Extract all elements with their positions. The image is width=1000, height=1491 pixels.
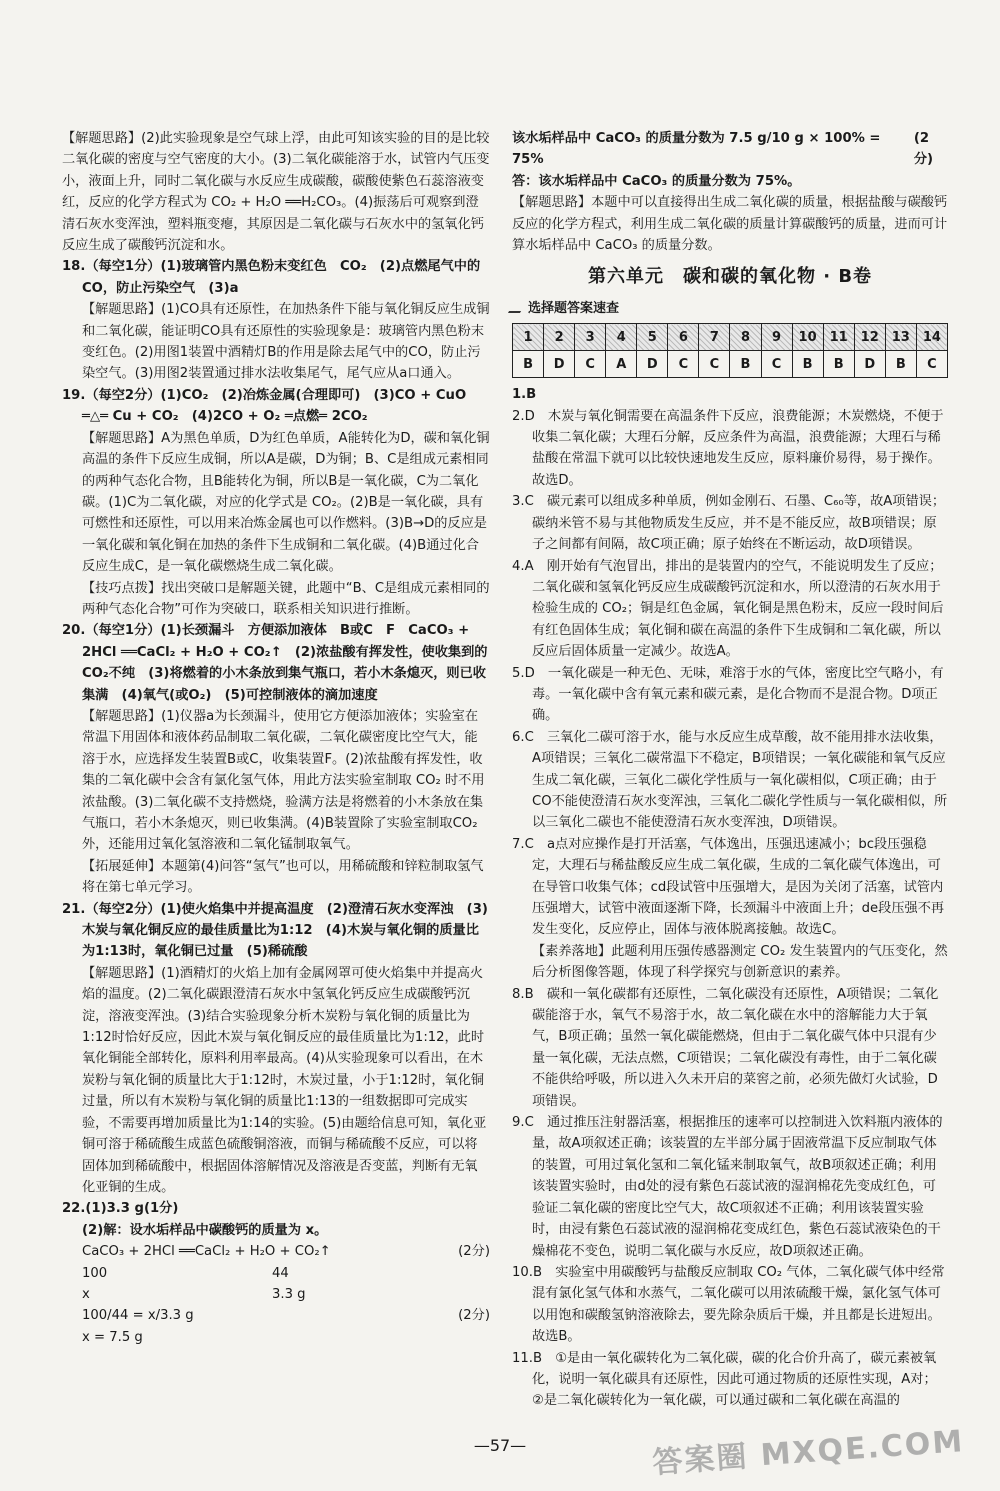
tip-19: 【技巧点拨】找出突破口是解题关键，此题中“B、C是组成元素相同的两种气态化合物”可作为突破口，联系相关知识进行推断。 <box>82 580 490 617</box>
question-number-cell: 5 <box>637 324 668 351</box>
mc-answer-2: 2.D 木炭与氧化铜需要在高温条件下反应，浪费能源；木炭燃烧，不便于收集二氧化碳；大理石分解，反应条件为高温，浪费能源；大理石与稀盐酸在常温下就可以比较快速地发生反应，原料廉价易得，易于操作。故选D。 <box>512 408 944 488</box>
mc-answer-9: 9.C 通过推压注射器活塞，根据推压的速率可以控制进入饮料瓶内液体的量，故A项叙述正确；该装置的左半部分属于固液常温下反应制取气体的装置，可用过氧化氢和二氧化锰来制取氧气，故B项叙述正确；利用该装置实验时，由d处的浸有紫色石蕊试液的湿润棉花先变成红色，可验证二氧化碳的密度比空气大，故C项叙述不正确；利用该装置实验时，由浸有紫色石蕊试液的湿润棉花变成红色，紫色石蕊试液染色的干燥棉花不变色，说明二氧化碳与水反应，故D项叙述正确。 <box>512 1115 943 1259</box>
calc-ratio: 100/44 = x/3.3 g <box>82 1308 194 1324</box>
solution-22: (2)解：设水垢样品中碳酸钙的质量为 x。 <box>82 1222 328 1238</box>
question-number-cell: 7 <box>699 324 730 351</box>
mc-answer-4: 4.A 刚开始有气泡冒出，排出的是装置内的空气，不能说明发生了反应；二氧化碳和氢氧化钙反应生成碳酸钙沉淀和水，所以澄清的石灰水用于检验生成的 CO₂；铜是红色金属，氧化铜是黑色粉末，反应一段时间后有红色固体生成；氧化铜和碳在高温的条件下生成铜和二氧化碳，所以反应后固体质量一定减少。故选A。 <box>512 558 944 660</box>
question-number-cell: 3 <box>575 324 606 351</box>
analysis-21: 【解题思路】(1)酒精灯的火焰上加有金属网罩可使火焰集中并提高火焰的温度。(2)二氧化碳跟澄清石灰水中氢氧化钙反应生成碳酸钙沉淀，溶液变浑浊。(3)结合实验现象分析木炭粉与氧化铜的质量比为1:12时恰好反应，因此木炭与氧化铜反应的最佳质量比为1:12，此时氧化铜能全部转化，原料利用率最高。(4)从实验现象可以看出，在木炭粉与氧化铜的质量比大于1:12时，木炭过量，小于1:12时，氧化铜过量，所以有木炭粉与氧化铜的质量比1:13的一组数据即可完成实验，不需要再增加质量比为1:14的实验。(5)由题给信息可知，氧化亚铜可溶于稀硫酸生成蓝色硫酸铜溶液，而铜与稀硫酸不反应，可以将固体加到稀硫酸中，根据固体溶解情况及溶液是否变蓝，判断有无氧化亚铜的生成。 <box>82 965 487 1195</box>
calc-result: x = 7.5 g <box>82 1329 143 1345</box>
question-number-cell: 9 <box>761 324 792 351</box>
analysis-20: 【解题思路】(1)仪器a为长颈漏斗，使用它方便添加液体；实验室在常温下用固体和液体药品制取二氧化碳，二氧化碳密度比空气大，能溶于水，应选择发生装置B或C，收集装置F。(2)浓盐酸有挥发性，收集的二氧化碳中会含有氯化氢气体，用此方法实验室制取 CO₂ 时不用浓盐酸。(3)二氧化碳不支持燃烧，验满方法是将燃着的小木条放在集气瓶口，若小木条熄灭，则已收集满。(4)B装置除了实验室制取CO₂外，还能用过氧化氢溶液和二氧化锰制取氧气。 <box>82 708 485 853</box>
answer-cell: A <box>606 351 637 378</box>
quick-answer-heading <box>512 298 948 319</box>
question-number-cell: 12 <box>854 324 885 351</box>
answer-cell: C <box>916 351 947 378</box>
mc-answer-10: 10.B 实验室中用碳酸钙与盐酸反应制取 CO₂ 气体，二氧化碳气体中经常混有氯化氢气体和水蒸气，二氧化碳可以用浓硫酸干燥，氯化氢气体可以用饱和碳酸氢钠溶液除去，要先除杂质后干燥，并且都是长进短出。故选B。 <box>512 1264 945 1345</box>
question-number-cell: 10 <box>792 324 823 351</box>
mc-answer-8: 8.B 碳和一氧化碳都有还原性，二氧化碳没有还原性，A项错误；二氧化碳能溶于水，氧气不易溶于水，故二氧化碳在水中的溶解能力大于氧气，B项正确；虽然一氧化碳能燃烧，但由于二氧化碳气体中只混有少量一氧化碳，无法点燃，C项错误；二氧化碳没有毒性，由于二氧化碳不能供给呼吸，所以进入久未开启的菜窖之前，必须先做灯火试验，D项错误。 <box>512 986 939 1109</box>
calc-ratio-points: (2分) <box>458 1308 490 1324</box>
question-number-cell: 8 <box>730 324 761 351</box>
question-number-cell: 2 <box>544 324 575 351</box>
mc-answer-7: 7.C a点对应操作是打开活塞，气体逸出，压强迅速减小；bc段压强稳定，大理石与稀盐酸反应生成二氧化碳，生成的二氧化碳气体逸出，可在导管口收集气体；cd段试管中压强增大，是因为关闭了活塞，试管内压强增大，试管中液面逐渐下降，长颈漏斗中液面上升；de段压强不再发生变化，反应停止，固体与液体脱离接触。故选C。 <box>512 836 945 938</box>
mc-answer-5: 5.D 一氧化碳是一种无色、无味，难溶于水的气体，密度比空气略小，有毒。一氧化碳中含有氧元素和碳元素，是化合物而不是混合物。D项正确。 <box>512 665 944 724</box>
answer-cell: B <box>823 351 854 378</box>
answer-cell: D <box>854 351 885 378</box>
pencil-icon <box>508 299 528 313</box>
answer-cell: B <box>513 351 544 378</box>
calc-equation: CaCO₃ + 2HCl ══CaCl₂ + H₂O + CO₂↑ <box>82 1244 331 1260</box>
answer-cell: D <box>637 351 668 378</box>
left-column <box>62 128 490 1348</box>
watermark: 答案圈 MXQE.COM <box>651 1424 966 1481</box>
question-number-cell: 1 <box>513 324 544 351</box>
mc-answer-3: 3.C 碳元素可以组成多种单质，例如金刚石、石墨、C₆₀等，故A项错误；碳纳米管不易与其他物质发生反应，并不是不能反应，故B项错误；原子之间都有间隔，故C项正确；原子始终在不断运动，故D项错误。 <box>512 494 946 553</box>
answer-20: 20.（每空1分）(1)长颈漏斗 方便添加液体 B或C F CaCO₃ + 2HCl ══CaCl₂ + H₂O + CO₂↑ (2)浓盐酸有挥发性，使收集到的CO₂不纯 (3)将燃着的小木条放到集气瓶口，若小木条熄灭，则已收集满 (4)氧气(或O₂) (5)可控制液体的滴加速度 <box>62 623 488 703</box>
analysis-19: 【解题思路】A为黑色单质，D为红色单质，A能转化为D，碳和氧化铜高温的条件下反应生成铜，所以A是碳，D为铜；B、C是组成元素相同的两种气态化合物，且B能转化为铜，所以B是一氧化碳，C为二氧化碳。(1)C为二氧化碳，对应的化学式是 CO₂。(2)B是一氧化碳，具有可燃性和还原性，可以用来冶炼金属也可以作燃料。(3)B→D的反应是一氧化碳和氧化铜在加热的条件下生成铜和二氧化碳。(4)B通过化合反应生成C，是一氧化碳燃烧生成二氧化碳。 <box>82 430 490 575</box>
answer-19: 19.（每空2分）(1)CO₂ (2)冶炼金属(合理即可) (3)CO + CuO ═△═ Cu + CO₂ (4)2CO + O₂ ═点燃═ 2CO₂ <box>62 387 467 425</box>
extension-20: 【拓展延伸】本题第(4)问答“氢气”也可以，用稀硫酸和锌粒制取氢气将在第七单元学习。 <box>82 858 484 896</box>
question-number-cell: 11 <box>823 324 854 351</box>
calc-points: (2分) <box>458 1244 490 1260</box>
unit-title: 第六单元 碳和碳的氧化物 · B卷 <box>587 266 873 288</box>
mc-answer-11: 11.B ①是由一氧化碳转化为二氧化碳，碳的化合价升高了，碳元素被氧化，说明一氧化碳具有还原性，因此可通过物质的还原性实现，A对；②是二氧化碳转化为一氧化碳，可以通过碳和二氧化碳在高温的 <box>512 1350 937 1409</box>
mass-fraction-points: (2分) <box>913 131 934 168</box>
question-number-cell: 4 <box>606 324 637 351</box>
right-column <box>512 128 948 1412</box>
analysis-18: 【解题思路】(1)CO具有还原性，在加热条件下能与氧化铜反应生成铜和二氧化碳，能证明CO具有还原性的实验现象是：玻璃管内黑色粉末变红色。(2)用图1装置中酒精灯B的作用是除去尾气中的CO，防止污染空气。(3)用图2装置通过排水法收集尾气，尾气应从a口通入。 <box>82 302 490 382</box>
question-number-cell: 13 <box>885 324 916 351</box>
answer-18: 18.（每空1分）(1)玻璃管内黑色粉末变红色 CO₂ (2)点燃尾气中的CO，防止污染空气 (3)a <box>62 259 481 296</box>
answer-block-17: 【解题思路】(2)此实验现象是空气球上浮，由此可知该实验的目的是比较二氧化碳的密度与空气密度的大小。(3)二氧化碳能溶于水，试管内气压变小，液面上升，同时二氧化碳与水反应生成碳酸，碳酸使紫色石蕊溶液变红，反应的化学方程式为 CO₂ + H₂O ══H₂CO₃。(4)振荡后可观察到澄清石灰水变浑浊，塑料瓶变瘪，其原因是二氧化碳与石灰水中的氢氧化钙反应生成了碳酸钙沉淀和水。 <box>62 131 490 254</box>
answer-cell: B <box>885 351 916 378</box>
calc-var-1: x <box>82 1286 90 1302</box>
answer-cell: C <box>699 351 730 378</box>
page-number: —57— <box>473 1436 527 1455</box>
answer-cell: D <box>544 351 575 378</box>
answer-cell: B <box>730 351 761 378</box>
question-number-cell: 14 <box>916 324 947 351</box>
answer-cell: B <box>792 351 823 378</box>
calc-mass-1: 100 <box>82 1265 108 1281</box>
answer-22: 22.(1)3.3 g(1分) <box>62 1201 179 1217</box>
answer-21: 21.（每空2分）(1)使火焰集中并提高温度 (2)澄清石灰水变浑浊 (3)木炭与氧化铜反应的最佳质量比为1:12 (4)木炭与氧化铜的质量比为1:13时，氧化铜已过量 (5)稀硫酸 <box>62 901 488 960</box>
calc-mass-2: 44 <box>272 1265 289 1281</box>
question-number-cell: 6 <box>668 324 699 351</box>
answer-table-answers <box>513 351 948 378</box>
mc-answer-1: 1.B <box>512 387 537 403</box>
mass-fraction: 该水垢样品中 CaCO₃ 的质量分数为 7.5 g/10 g × 100% = 75% <box>512 131 881 168</box>
answer-table-numbers <box>513 324 948 351</box>
quick-answer-title: 选择题答案速查 <box>528 300 620 316</box>
literacy-note-7: 【素养落地】此题利用压强传感器测定 CO₂ 发生装置内的气压变化，然后分析图像答题，体现了科学探究与创新意识的素养。 <box>532 943 948 981</box>
analysis-22: 【解题思路】本题中可以直接得出生成二氧化碳的质量，根据盐酸与碳酸钙反应的化学方程式，利用生成二氧化碳的质量计算碳酸钙的质量，进而可计算水垢样品中 CaCO₃ 的质量分数。 <box>512 195 948 254</box>
calc-var-2: 3.3 g <box>272 1286 306 1302</box>
final-answer: 答：该水垢样品中 CaCO₃ 的质量分数为 75%。 <box>512 173 801 189</box>
calculation <box>62 1241 490 1348</box>
answer-table <box>512 323 948 378</box>
answer-cell: C <box>575 351 606 378</box>
mc-answer-6: 6.C 三氧化二碳可溶于水，能与水反应生成草酸，故不能用排水法收集，A项错误；三氧化二碳常温下不稳定，B项错误；一氧化碳能和氧气反应生成二氧化碳，三氧化二碳化学性质与一氧化碳相似，C项正确；由于CO不能使澄清石灰水变浑浊，三氧化二碳化学性质与一氧化碳相似，所以三氧化二碳也不能使澄清石灰水变浑浊，D项错误。 <box>512 729 948 831</box>
answer-cell: C <box>668 351 699 378</box>
answer-cell: C <box>761 351 792 378</box>
